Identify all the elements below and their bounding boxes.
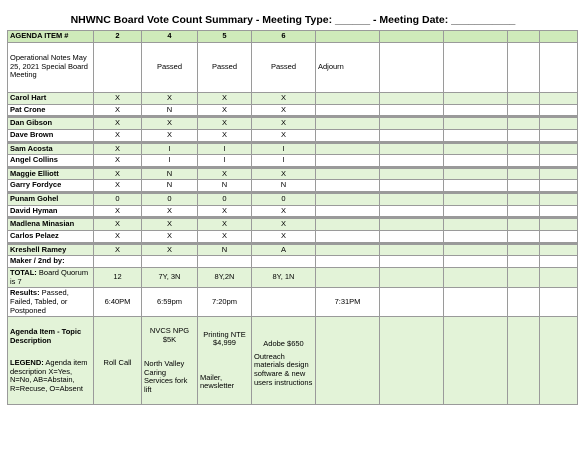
- vote-cell: I: [198, 142, 252, 155]
- vote-cell: X: [94, 167, 142, 180]
- header-col: [316, 31, 380, 43]
- member-row: [8, 155, 578, 168]
- member-name: Angel Collins: [8, 155, 94, 168]
- vote-cell: I: [252, 155, 316, 168]
- vote-cell: X: [198, 129, 252, 142]
- member-name: David Hyman: [8, 205, 94, 218]
- vote-cell: N: [252, 180, 316, 193]
- member-name: Dan Gibson: [8, 117, 94, 130]
- vote-cell: X: [94, 230, 142, 243]
- vote-cell: X: [252, 205, 316, 218]
- topic-cell: Adobe $650 Outreach materials design software & new users instructions: [252, 317, 316, 405]
- results-cell: 7:31PM: [316, 288, 380, 317]
- vote-cell: X: [142, 205, 198, 218]
- topic-cell: Printing NTE $4,999 Mailer, newsletter: [198, 317, 252, 405]
- total-cell: 12: [94, 268, 142, 288]
- vote-cell: X: [94, 180, 142, 193]
- member-name: Carol Hart: [8, 92, 94, 104]
- vote-cell: X: [198, 205, 252, 218]
- member-row: [8, 218, 578, 231]
- page-title: NHWNC Board Vote Count Summary - Meeting Type: ______ - Meeting Date: ___________: [70, 14, 516, 26]
- vote-cell: X: [252, 167, 316, 180]
- vote-cell: X: [94, 243, 142, 256]
- vote-cell: 0: [142, 193, 198, 206]
- vote-cell: X: [252, 218, 316, 231]
- vote-cell: X: [252, 104, 316, 117]
- vote-cell: 0: [198, 193, 252, 206]
- notes-cell: [508, 42, 540, 92]
- results-label: Results: Passed, Failed, Tabled, or Postponed: [8, 288, 94, 317]
- vote-cell: N: [198, 243, 252, 256]
- operational-notes-row: [8, 42, 578, 92]
- vote-cell: N: [142, 180, 198, 193]
- operational-notes-label: Operational Notes May 25, 2021 Special Board Meeting: [8, 42, 94, 92]
- member-row: [8, 205, 578, 218]
- member-row: [8, 92, 578, 104]
- vote-cell: X: [252, 230, 316, 243]
- vote-cell: I: [252, 142, 316, 155]
- vote-cell: X: [198, 230, 252, 243]
- vote-cell: 0: [94, 193, 142, 206]
- results-cell: 6:59pm: [142, 288, 198, 317]
- results-row: [8, 288, 578, 317]
- header-col: [380, 31, 444, 43]
- notes-cell: [380, 42, 444, 92]
- legend-text: LEGEND: Agenda item description X=Yes, N=No, AB=Abstain, R=Recuse, O=Absent: [10, 358, 88, 393]
- topic-row: [8, 317, 578, 405]
- member-row: [8, 243, 578, 256]
- member-name: Maggie Elliott: [8, 167, 94, 180]
- vote-cell: X: [142, 230, 198, 243]
- member-row: [8, 117, 578, 130]
- topic-cell: Roll Call: [94, 317, 142, 405]
- total-cell: 8Y,2N: [198, 268, 252, 288]
- vote-cell: I: [142, 142, 198, 155]
- vote-cell: N: [142, 167, 198, 180]
- header-agenda-item: AGENDA ITEM #: [8, 31, 94, 43]
- member-name: Carlos Pelaez: [8, 230, 94, 243]
- total-cell: 7Y, 3N: [142, 268, 198, 288]
- vote-cell: X: [198, 117, 252, 130]
- vote-cell: X: [94, 205, 142, 218]
- vote-cell: X: [252, 92, 316, 104]
- vote-cell: X: [94, 92, 142, 104]
- vote-cell: X: [142, 117, 198, 130]
- member-name: Kreshell Ramey: [8, 243, 94, 256]
- vote-cell: X: [252, 117, 316, 130]
- vote-cell: X: [94, 117, 142, 130]
- member-name: Sam Acosta: [8, 142, 94, 155]
- maker-label: Maker / 2nd by:: [8, 256, 94, 268]
- vote-cell: X: [94, 155, 142, 168]
- header-col: 5: [198, 31, 252, 43]
- vote-cell: I: [142, 155, 198, 168]
- total-label: TOTAL: Board Quorum is 7: [8, 268, 94, 288]
- vote-count-table: [7, 30, 578, 405]
- vote-cell: X: [142, 129, 198, 142]
- notes-cell: Passed: [142, 42, 198, 92]
- notes-cell: [444, 42, 508, 92]
- results-cell: 7:20pm: [198, 288, 252, 317]
- member-row: [8, 167, 578, 180]
- topic-cell: NVCS NPG $5K North Valley Caring Services fork lift: [142, 317, 198, 405]
- vote-cell: X: [94, 129, 142, 142]
- notes-cell: Passed: [198, 42, 252, 92]
- member-row: [8, 142, 578, 155]
- header-col: 2: [94, 31, 142, 43]
- member-row: [8, 193, 578, 206]
- vote-cell: X: [94, 104, 142, 117]
- vote-cell: X: [94, 142, 142, 155]
- vote-cell: X: [198, 104, 252, 117]
- results-cell: [252, 288, 316, 317]
- member-row: [8, 230, 578, 243]
- vote-cell: X: [252, 129, 316, 142]
- vote-cell: X: [94, 218, 142, 231]
- vote-cell: X: [142, 92, 198, 104]
- total-row: [8, 268, 578, 288]
- member-name: Pat Crone: [8, 104, 94, 117]
- notes-cell: [540, 42, 578, 92]
- vote-cell: I: [198, 155, 252, 168]
- member-name: Madlena Minasian: [8, 218, 94, 231]
- vote-cell: X: [142, 218, 198, 231]
- vote-cell: X: [198, 167, 252, 180]
- member-name: Punam Gohel: [8, 193, 94, 206]
- vote-cell: N: [142, 104, 198, 117]
- vote-cell: X: [198, 92, 252, 104]
- vote-cell: A: [252, 243, 316, 256]
- header-col: [540, 31, 578, 43]
- vote-cell: X: [198, 218, 252, 231]
- header-col: [444, 31, 508, 43]
- header-col: 6: [252, 31, 316, 43]
- vote-cell: N: [198, 180, 252, 193]
- total-cell: 8Y, 1N: [252, 268, 316, 288]
- notes-cell: [94, 42, 142, 92]
- header-col: [508, 31, 540, 43]
- notes-cell: Adjourn: [316, 42, 380, 92]
- results-cell: 6:40PM: [94, 288, 142, 317]
- member-name: Dave Brown: [8, 129, 94, 142]
- header-col: 4: [142, 31, 198, 43]
- vote-cell: X: [142, 243, 198, 256]
- topic-label: Agenda Item - Topic Description LEGEND: Agenda item description X=Yes, N=No, AB=Abstain, R=Recuse, O=Absent: [8, 317, 94, 405]
- vote-cell: 0: [252, 193, 316, 206]
- header-row: [8, 31, 578, 43]
- member-name: Garry Fordyce: [8, 180, 94, 193]
- member-row: [8, 180, 578, 193]
- maker-row: [8, 256, 578, 268]
- notes-cell: Passed: [252, 42, 316, 92]
- member-row: [8, 104, 578, 117]
- member-row: [8, 129, 578, 142]
